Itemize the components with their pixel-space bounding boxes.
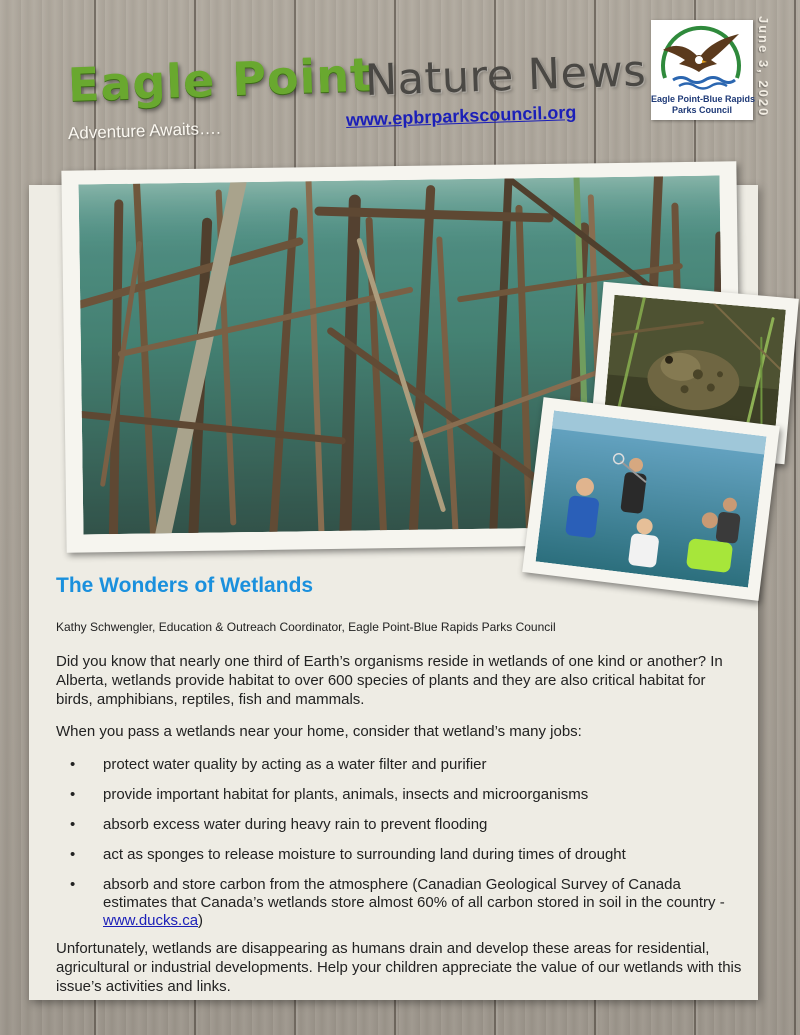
bullet-icon: • bbox=[70, 846, 76, 863]
list-item bbox=[56, 876, 746, 930]
list-item-text: absorb excess water during heavy rain to prevent flooding bbox=[103, 816, 488, 833]
article-paragraph-3: Unfortunately, wetlands are disappearing as humans drain and develop these areas for residential, agricultural or industrial developments. Help your children appreciate the value of our wetlands with this issue’s activities and links. bbox=[56, 940, 742, 995]
logo-line-1: Eagle Point-Blue Rapids bbox=[651, 94, 756, 104]
article-byline: Kathy Schwengler, Education & Outreach Coordinator, Eagle Point-Blue Rapids Parks Council bbox=[56, 620, 556, 634]
kids-pond-dipping-photo bbox=[536, 411, 767, 588]
list-item-text-close: ) bbox=[198, 912, 204, 929]
list-item-text: provide important habitat for plants, animals, insects and microorganisms bbox=[103, 786, 589, 803]
logo-line-2: Parks Council bbox=[671, 105, 733, 115]
bullet-icon: • bbox=[70, 876, 76, 893]
list-item-text: absorb and store carbon from the atmosphere (Canadian Geological Survey of Canada estimates that Canada’s wetlands store almost 60% of all carbon stored in soil in the country - bbox=[103, 876, 725, 911]
ducks-link[interactable]: www.ducks.ca bbox=[103, 912, 199, 929]
article-title: The Wonders of Wetlands bbox=[56, 574, 314, 597]
list-item-text: protect water quality by acting as a water filter and purifier bbox=[103, 756, 487, 773]
kids-photo-frame bbox=[522, 397, 780, 601]
bullet-icon: • bbox=[70, 786, 76, 803]
bullet-icon: • bbox=[70, 756, 76, 773]
wetland-jobs-list bbox=[56, 756, 746, 942]
newsletter-title: Nature News bbox=[364, 46, 647, 106]
parks-council-logo bbox=[651, 20, 756, 120]
newsletter-brand: Eagle Point bbox=[67, 47, 374, 112]
list-item bbox=[56, 756, 746, 774]
issue-date: June 3, 2020 bbox=[756, 16, 771, 118]
list-item bbox=[56, 786, 746, 804]
article-paragraph-1: Did you know that nearly one third of Earth’s organisms reside in wetlands of one kind or another? In Alberta, wetlands provide habitat to over 600 species of plants and they are also critical habitat for birds, amphibians, reptiles, fish and mammals. bbox=[56, 653, 723, 708]
bullet-icon: • bbox=[70, 816, 76, 833]
article-paragraph-2: When you pass a wetlands near your home, consider that wetland’s many jobs: bbox=[56, 723, 582, 740]
list-item bbox=[56, 846, 746, 864]
list-item bbox=[56, 816, 746, 834]
tagline: Adventure Awaits…. bbox=[67, 118, 222, 143]
list-item-text: act as sponges to release moisture to surrounding land during times of drought bbox=[103, 846, 626, 863]
website-link[interactable]: www.epbrparkscouncil.org bbox=[345, 101, 577, 130]
